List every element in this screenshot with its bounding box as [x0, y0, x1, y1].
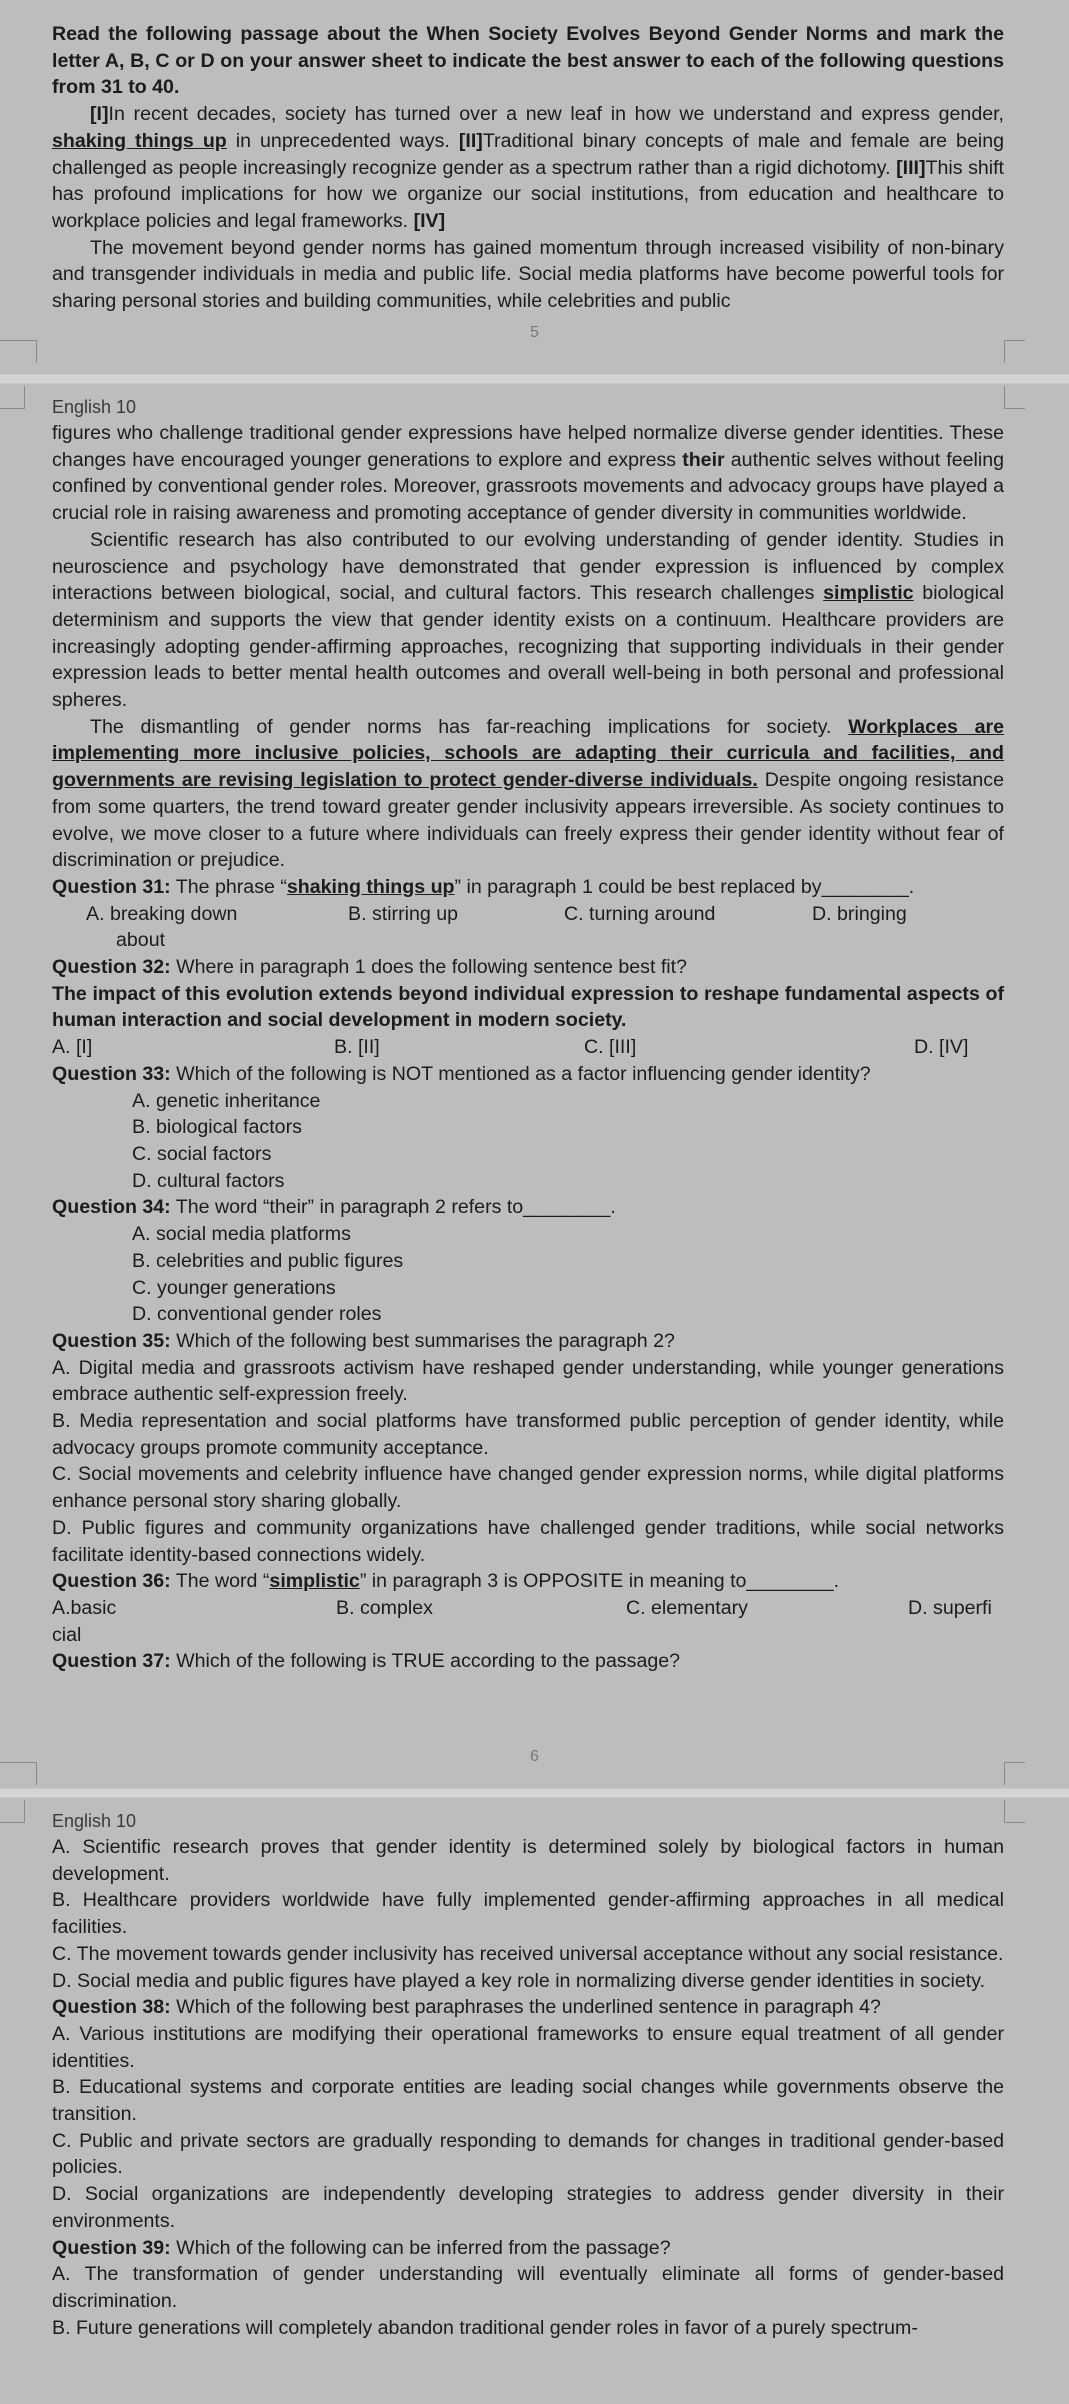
question-36: Question 36: The word “simplistic” in paragraph 3 is OPPOSITE in meaning to________.	[52, 1570, 840, 1593]
page-corner-mark	[1004, 386, 1025, 409]
page-break	[0, 1788, 1069, 1798]
option-a[interactable]: A.basic	[52, 1596, 117, 1619]
instructions: Read the following passage about the When Society Evolves Beyond Gender Norms and mark the letter A, B, C or D on your answer sheet to indicate the best answer to each of the following questions from 31 to 40.	[52, 23, 1004, 99]
question-31: Question 31: The phrase “shaking things up” in paragraph 1 could be best replaced by________.	[52, 875, 915, 898]
option-a[interactable]: A. Various institutions are modifying their operational frameworks to ensure equal treatment of all gender identities.	[52, 2022, 1004, 2072]
option-d[interactable]: D. superfi	[908, 1596, 992, 1619]
option-d[interactable]: D. [IV]	[914, 1036, 969, 1059]
marker-4: [IV]	[413, 209, 446, 232]
marker-2: [II]	[458, 129, 483, 152]
option-a[interactable]: A. breaking down	[86, 902, 238, 925]
option-d-continuation: cial	[52, 1623, 82, 1646]
option-c[interactable]: C. The movement towards gender inclusivity has received universal acceptance without any social resistance.	[52, 1942, 1004, 1965]
option-c[interactable]: C. Social movements and celebrity influence have changed gender expression norms, while digital platforms enhance personal story sharing globally.	[52, 1463, 1004, 1513]
option-c[interactable]: C. social factors	[132, 1142, 272, 1165]
passage-paragraph-2-start: The movement beyond gender norms has gained momentum through increased visibility of non-binary and transgender individuals in media and public life. Social media platforms have become powerful tools for sharing personal stories and building communities, while celebrities and public	[52, 236, 1004, 313]
option-a[interactable]: A. genetic inheritance	[132, 1089, 321, 1112]
option-b[interactable]: B. Media representation and social platforms have transformed public perception of gender identity, while advocacy groups promote community acceptance.	[52, 1410, 1004, 1459]
option-c[interactable]: C. younger generations	[132, 1276, 336, 1299]
option-b[interactable]: B. Educational systems and corporate entities are leading social changes while governments observe the transition.	[52, 2076, 1004, 2126]
page-header: English 10	[52, 1811, 137, 1831]
question-33-options	[52, 1088, 1004, 1195]
passage-paragraph-1: [I]In recent decades, society has turned over a new leaf in how we understand and express gender, shaking things up in unprecedented ways. [II]Traditional binary concepts of male and female are being challenged as people increasingly recognize gender as a spectrum rather than a rigid dichotomy. [III]This shift has profound implications for how we organize our social institutions, from education and healthcare to workplace policies and legal frameworks. [IV]	[52, 103, 1004, 232]
underlined-word-simplistic: simplistic	[823, 582, 914, 605]
option-a[interactable]: A. Scientific research proves that gender identity is determined solely by biological factors in human development.	[52, 1836, 1004, 1885]
question-32: Question 32: Where in paragraph 1 does the following sentence best fit?	[52, 956, 687, 979]
question-39: Question 39: Which of the following can be inferred from the passage?	[52, 2236, 671, 2259]
option-a[interactable]: A. The transformation of gender understanding will eventually eliminate all forms of gender-based discrimination.	[52, 2263, 1004, 2312]
option-d[interactable]: D. Public figures and community organizations have challenged gender traditions, while social networks facilitate identity-based connections widely.	[52, 1516, 1004, 1566]
page-number: 6	[530, 1748, 539, 1765]
question-36-options	[52, 1595, 1004, 1622]
option-d-continuation: about	[116, 929, 166, 952]
option-c[interactable]: C. Public and private sectors are gradually responding to demands for changes in traditional gender-based policies.	[52, 2129, 1004, 2179]
option-d[interactable]: D. Social organizations are independently developing strategies to address gender diversity in their environments.	[52, 2183, 1004, 2232]
option-b[interactable]: B. complex	[336, 1596, 433, 1619]
option-b[interactable]: B. biological factors	[132, 1116, 302, 1139]
page-corner-mark	[1004, 1762, 1025, 1785]
page-corner-mark	[0, 386, 25, 409]
question-37: Question 37: Which of the following is TRUE according to the passage?	[52, 1650, 681, 1673]
question-34-options	[52, 1221, 1004, 1328]
option-b[interactable]: B. Future generations will completely abandon traditional gender roles in favor of a purely spectrum-	[52, 2316, 918, 2339]
question-31-options	[52, 901, 1004, 928]
option-c[interactable]: C. elementary	[626, 1596, 748, 1619]
question-38: Question 38: Which of the following best paraphrases the underlined sentence in paragraph 4?	[52, 1996, 881, 2019]
option-b[interactable]: B. stirring up	[348, 902, 458, 925]
passage-paragraph-3: Scientific research has also contributed to our evolving understanding of gender identity. Studies in neuroscience and psychology have demonstrated that gender expression is influenced by complex interactions between biological, social, and cultural factors. This research challenges simplistic biological determinism and supports the view that gender identity exists on a continuum. Healthcare providers are increasingly adopting gender-affirming approaches, recognizing that supporting individuals in their gender expression leads to better mental health outcomes and overall well-being in both personal and professional spheres.	[52, 528, 1004, 712]
page-corner-mark	[1004, 340, 1025, 363]
option-b[interactable]: B. [II]	[334, 1036, 380, 1059]
word-their: their	[682, 448, 725, 471]
underlined-sentence: Workplaces are implementing more inclusive policies, schools are adapting their curricula and facilities, and governments are revising legislation to protect gender-diverse individuals.	[52, 715, 1005, 792]
question-35: Question 35: Which of the following best summarises the paragraph 2?	[52, 1329, 675, 1352]
page-6	[0, 384, 1069, 1788]
page-corner-mark	[1004, 1800, 1025, 1823]
option-d[interactable]: D. conventional gender roles	[132, 1303, 382, 1326]
option-a[interactable]: A. Digital media and grassroots activism have reshaped gender understanding, while younger generations embrace authentic self-expression freely.	[52, 1356, 1004, 1406]
question-33: Question 33: Which of the following is NOT mentioned as a factor influencing gender identity?	[52, 1062, 871, 1085]
page-5	[0, 0, 1069, 374]
marker-3: [III]	[896, 156, 926, 179]
option-d[interactable]: D. cultural factors	[132, 1169, 285, 1192]
question-34: Question 34: The word “their” in paragraph 2 refers to________.	[52, 1196, 616, 1219]
option-d[interactable]: D. bringing	[812, 902, 907, 925]
option-d[interactable]: D. Social media and public figures have played a key role in normalizing diverse gender identities in society.	[52, 1969, 986, 1992]
option-b[interactable]: B. celebrities and public figures	[132, 1249, 404, 1272]
page-7	[0, 1798, 1069, 2404]
option-c[interactable]: C. [III]	[584, 1036, 637, 1059]
option-a[interactable]: A. social media platforms	[132, 1223, 351, 1246]
page-break	[0, 374, 1069, 384]
option-b[interactable]: B. Healthcare providers worldwide have fully implemented gender-affirming approaches in all medical facilities.	[52, 1889, 1004, 1939]
passage-paragraph-4: The dismantling of gender norms has far-reaching implications for society. Workplaces are implementing more inclusive policies, schools are adapting their curricula and facilities, and governments are revising legislation to protect gender-diverse individuals. Despite ongoing resistance from some quarters, the trend toward greater gender inclusivity appears irreversible. As society continues to evolve, we move closer to a future where individuals can freely express their gender identity without fear of discrimination or prejudice.	[52, 715, 1005, 872]
page-corner-mark	[0, 1800, 25, 1823]
page-header: English 10	[52, 397, 137, 417]
question-32-sentence: The impact of this evolution extends beyond individual expression to reshape fundamental aspects of human interaction and social development in modern society.	[52, 982, 1004, 1032]
page-number: 5	[530, 324, 539, 341]
underlined-phrase-shaking-things-up: shaking things up	[52, 129, 227, 152]
question-32-options	[52, 1034, 1004, 1061]
passage-paragraph-2-cont: figures who challenge traditional gender expressions have helped normalize diverse gender identities. These changes have encouraged younger generations to explore and express their authentic selves without feeling confined by conventional gender roles. Moreover, grassroots movements and advocacy groups have played a crucial role in raising awareness and promoting acceptance of gender diversity in communities worldwide.	[52, 422, 1004, 525]
option-c[interactable]: C. turning around	[564, 902, 716, 925]
marker-1: [I]	[90, 103, 109, 126]
option-a[interactable]: A. [I]	[52, 1036, 93, 1059]
